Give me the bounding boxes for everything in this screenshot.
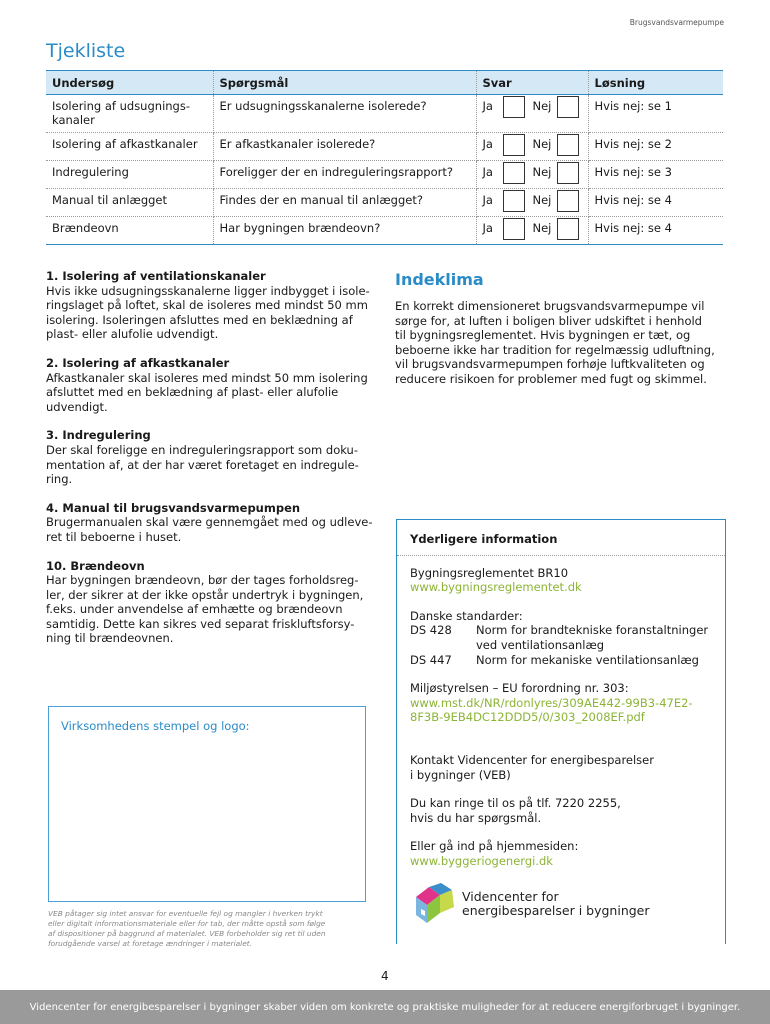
table-header-row bbox=[46, 71, 723, 95]
standard-desc: Norm for mekaniske ventilationsanlæg bbox=[476, 652, 699, 667]
answer-cell bbox=[476, 189, 588, 217]
indeklima-title: Indeklima bbox=[395, 270, 484, 289]
yes-checkbox[interactable] bbox=[503, 162, 525, 184]
no-label: Nej bbox=[532, 99, 552, 113]
contact-text: Kontakt Videncenter for energibesparelser i bygninger (VEB) bbox=[410, 752, 654, 782]
stamp-label: Virksomhedens stempel og logo: bbox=[61, 719, 250, 733]
section-heading: 10. Brændeovn bbox=[46, 558, 145, 573]
no-checkbox[interactable] bbox=[557, 218, 579, 240]
answer-cell bbox=[476, 133, 588, 161]
section-body: Hvis ikke udsugningsskanalerne ligger indbygget i isole- ringslaget på loftet, skal de isoleres med mindst 50 mm isolering. Isoleringen afsluttes med en beklædning af plast- eller alufolie udvendigt. bbox=[46, 283, 370, 342]
header-undersog: Undersøg bbox=[46, 71, 213, 95]
table-row bbox=[46, 133, 723, 161]
answer-cell bbox=[476, 217, 588, 245]
no-checkbox[interactable] bbox=[557, 96, 579, 118]
mst-block bbox=[410, 681, 712, 725]
mst-label: Miljøstyrelsen – EU forordning nr. 303: bbox=[410, 681, 629, 696]
section-heading: 1. Isolering af ventilationskanaler bbox=[46, 269, 266, 283]
section-stove bbox=[46, 559, 376, 647]
table-row bbox=[46, 161, 723, 189]
answer-cell bbox=[476, 161, 588, 189]
section-regulation bbox=[46, 428, 376, 486]
section-heading: 2. Isolering af afkastkanaler bbox=[46, 355, 230, 370]
website-block bbox=[410, 839, 712, 868]
website-link[interactable]: www.byggeriogenergi.dk bbox=[410, 853, 553, 868]
no-checkbox[interactable] bbox=[557, 162, 579, 184]
question-cell: Findes der en manual til anlægget? bbox=[213, 189, 476, 217]
section-body: Afkastkanaler skal isoleres med mindst 50 mm isolering afsluttet med en beklædning af plast- eller alufolie udvendigt. bbox=[46, 370, 368, 414]
house-logo-icon bbox=[412, 883, 458, 925]
phone-text: Du kan ringe til os på tlf. 7220 2255, hvis du har spørgsmål. bbox=[410, 796, 621, 825]
footer-text: Videncenter for energibesparelser i bygninger skaber viden om konkrete og praktiske muligheder for at reducere energiforbruget i bygninger. bbox=[29, 1001, 741, 1013]
header-losning: Løsning bbox=[588, 71, 723, 95]
veb-logo bbox=[412, 883, 712, 925]
section-body: Har bygningen brændeovn, bør der tages forholdsreg- ler, der sikrer at der ikke opstår undertryk i bygningen, f.eks. under anvendelse af emhætte og brændeovn samtidig. Dette kan sikres ved separat friskluftsforsy- ning til brændeovnen. bbox=[46, 573, 364, 646]
question-cell: Foreligger der en indreguleringsrapport? bbox=[213, 161, 476, 189]
table-row bbox=[46, 217, 723, 245]
logo-line-1: Videncenter for bbox=[462, 888, 559, 904]
standards-block bbox=[410, 609, 712, 667]
info-box bbox=[396, 519, 726, 944]
building-regulations-block bbox=[410, 566, 712, 595]
no-checkbox[interactable] bbox=[557, 190, 579, 212]
no-label: Nej bbox=[532, 165, 552, 179]
section-body: Brugermanualen skal være gennemgået med og udleve- ret til beboerne i huset. bbox=[46, 515, 373, 544]
answer-cell bbox=[476, 95, 588, 133]
yes-label: Ja bbox=[482, 221, 493, 235]
running-header: Brugsvandsvarmepumpe bbox=[629, 18, 724, 27]
header-sporgsmaal: Spørgsmål bbox=[213, 71, 476, 95]
yes-label: Ja bbox=[482, 99, 493, 113]
section-insulation-exhaust bbox=[46, 356, 376, 414]
standard-desc: Norm for brandtekniske foranstaltninger ved ventilationsanlæg bbox=[476, 623, 709, 652]
website-label: Eller gå ind på hjemmesiden: bbox=[410, 839, 579, 854]
section-heading: 4. Manual til brugsvandsvarmepumpen bbox=[46, 500, 301, 515]
table-row bbox=[46, 95, 723, 133]
header-svar: Svar bbox=[476, 71, 588, 95]
yes-label: Ja bbox=[482, 165, 493, 179]
no-checkbox[interactable] bbox=[557, 134, 579, 156]
footer-bar bbox=[0, 990, 770, 1024]
yes-checkbox[interactable] bbox=[503, 96, 525, 118]
checklist-table bbox=[46, 70, 723, 245]
mst-link[interactable]: www.mst.dk/NR/rdonlyres/309AE442-99B3-47E2- 8F3B-9EB4DC12DDD5/0/303_2008EF.pdf bbox=[410, 695, 693, 725]
disclaimer: VEB påtager sig intet ansvar for eventuelle fejl og mangler i hverken trykt eller digitalt informationsmateriale eller for tab, der måtte opstå som følge af dispositioner på baggrund af materialet. VEB forbeholder sig ret til uden forudgående varsel at foretage ændringer i materialet. bbox=[48, 909, 326, 948]
page-title: Tjekliste bbox=[46, 40, 126, 62]
indeklima-body: En korrekt dimensioneret brugsvandsvarmepumpe vil sørge for, at luften i boligen bliver udskiftet i henhold til bygningsreglementet. Hvis bygningen er tæt, og beboerne ikke har tradition for regelmæssig udluftning, vil brugsvandsvarmepumpen forhøje luftkvaliteten og reducere risikoen for problemer med fugt og skimmel. bbox=[395, 299, 715, 386]
solution-cell: Hvis nej: se 4 bbox=[588, 189, 723, 217]
section-manual bbox=[46, 501, 376, 545]
no-label: Nej bbox=[532, 137, 552, 151]
yes-label: Ja bbox=[482, 137, 493, 151]
topic-cell: Isolering af udsugnings- kanaler bbox=[46, 95, 213, 133]
section-body: Der skal foreligge en indreguleringsrapport som doku- mentation af, at der har været foretaget en indregule- ring. bbox=[46, 442, 359, 487]
standard-row bbox=[410, 623, 712, 652]
stamp-area bbox=[48, 706, 366, 902]
topic-cell: Brændeovn bbox=[46, 217, 213, 245]
section-heading: 3. Indregulering bbox=[46, 428, 151, 443]
standard-row bbox=[410, 653, 712, 668]
topic-cell: Manual til anlægget bbox=[46, 189, 213, 217]
page-number: 4 bbox=[381, 969, 389, 983]
br-link[interactable]: www.bygningsreglementet.dk bbox=[410, 580, 582, 595]
yes-checkbox[interactable] bbox=[503, 190, 525, 212]
yes-checkbox[interactable] bbox=[503, 218, 525, 240]
solution-cell: Hvis nej: se 4 bbox=[588, 217, 723, 245]
table-row bbox=[46, 189, 723, 217]
section-insulation-ventilation bbox=[46, 269, 376, 342]
br-label: Bygningsreglementet BR10 bbox=[410, 565, 569, 580]
info-title: Yderligere information bbox=[410, 532, 558, 546]
yes-checkbox[interactable] bbox=[503, 134, 525, 156]
solution-cell: Hvis nej: se 2 bbox=[588, 133, 723, 161]
no-label: Nej bbox=[532, 221, 552, 235]
solution-cell: Hvis nej: se 1 bbox=[588, 95, 723, 133]
question-cell: Er afkastkanaler isolerede? bbox=[213, 133, 476, 161]
standards-label: Danske standarder: bbox=[410, 608, 523, 623]
topic-cell: Isolering af afkastkanaler bbox=[46, 133, 213, 161]
solution-cell: Hvis nej: se 3 bbox=[588, 161, 723, 189]
info-divider bbox=[397, 555, 725, 556]
standard-code: DS 428 bbox=[410, 623, 452, 638]
yes-label: Ja bbox=[482, 193, 493, 207]
topic-cell: Indregulering bbox=[46, 161, 213, 189]
logo-line-2: energibesparelser i bygninger bbox=[462, 902, 650, 918]
no-label: Nej bbox=[532, 193, 552, 207]
question-cell: Har bygningen brændeovn? bbox=[213, 217, 476, 245]
instruction-sections bbox=[46, 269, 376, 660]
standard-code: DS 447 bbox=[410, 652, 452, 667]
question-cell: Er udsugningsskanalerne isolerede? bbox=[213, 95, 476, 133]
